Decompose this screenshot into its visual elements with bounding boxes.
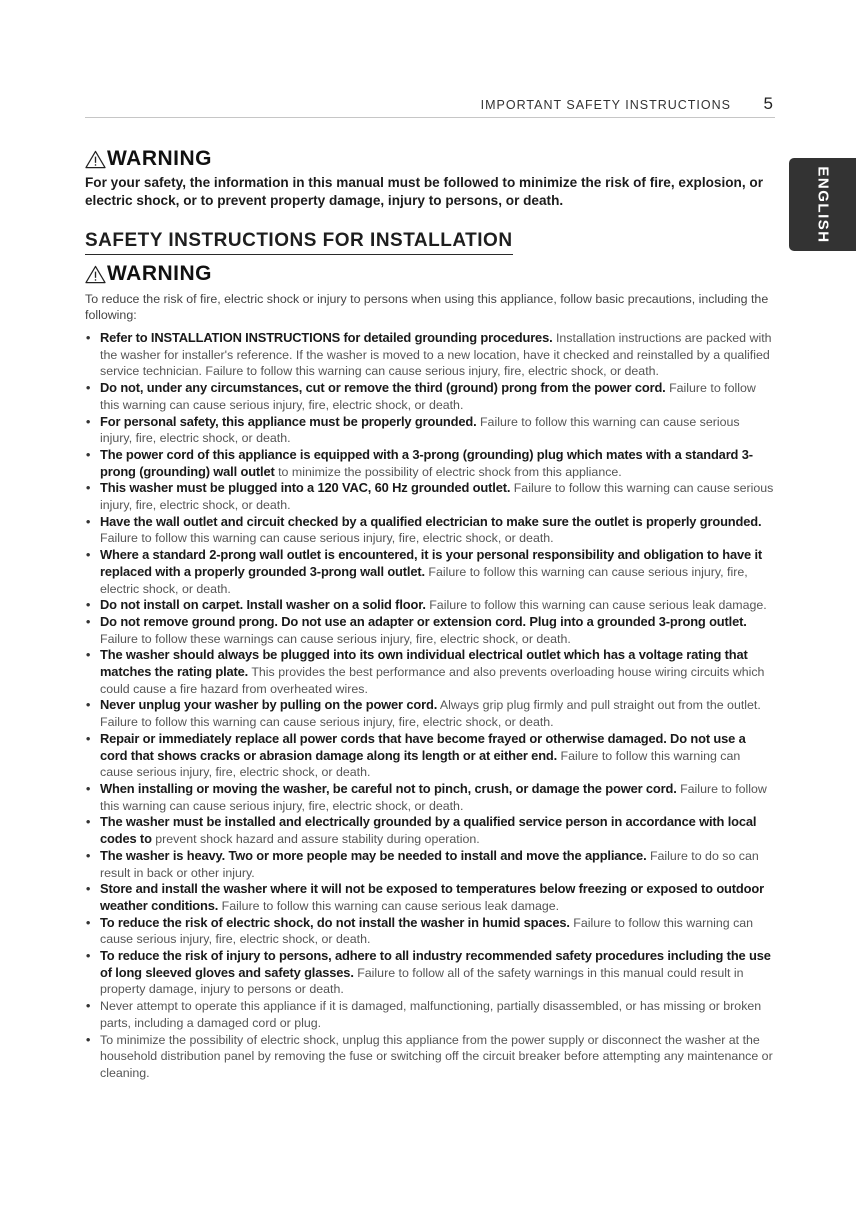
list-item-bold: Do not remove ground prong. Do not use an adapter or extension cord. Plug into a grounded 3-prong outlet. [100, 613, 747, 629]
list-item-bold: Where a standard 2-prong wall outlet is encountered, it is your personal responsibility and obligation to have it replaced with a properly grounded 3-prong wall outlet. [100, 547, 763, 579]
list-item-text: to minimize the possibility of electric shock from this appliance. [274, 464, 622, 479]
bullet-icon: • [86, 598, 91, 613]
list-item [85, 697, 775, 730]
list-item-bold: The washer is heavy. Two or more people may be needed to install and move the appliance. [100, 847, 647, 863]
warning-heading [85, 146, 775, 172]
list-item-bold: Never unplug your washer by pulling on the power cord. [100, 697, 438, 713]
list-item-bold: Store and install the washer where it will not be exposed to temperatures below freezing or exposed to outdoor weather conditions. [100, 881, 764, 913]
list-item-text: Failure to follow this warning can cause serious injury, fire, electric shock, or death. [100, 481, 774, 513]
bullet-icon: • [86, 949, 91, 964]
bullet-icon: • [86, 848, 91, 863]
list-item-bold: For personal safety, this appliance must be properly grounded. [100, 413, 477, 429]
list-item-bold: Refer to INSTALLATION INSTRUCTIONS for detailed grounding procedures. [100, 330, 553, 345]
bullet-icon: • [86, 481, 91, 496]
list-item-text: Installation instructions are packed with the washer for installer's reference. If the washer is moved to a new location, have it checked and reinstalled by a qualified service technician. Failure to follow this warning can cause serious injury, fire, electric shock, or death. [100, 331, 772, 379]
warning-triangle-icon [85, 150, 106, 169]
list-item-text: Failure to follow this warning can cause serious injury, fire, electric shock, or death. [100, 531, 554, 546]
list-item-text: Failure to follow this warning can cause serious injury, fire, electric shock, or death. [100, 414, 740, 446]
bullet-icon: • [86, 381, 91, 396]
bullet-icon: • [86, 781, 91, 796]
list-item-text: Failure to follow this warning can cause serious leak damage. [425, 598, 767, 613]
list-item [85, 998, 775, 1031]
list-item [85, 881, 775, 914]
list-item-text: Failure to follow this warning can cause serious injury, fire, electric shock, or death. [100, 915, 754, 947]
header-divider [85, 117, 775, 118]
list-item [85, 647, 775, 697]
list-item-text: Failure to follow this warning can cause serious injury, fire, electric shock, or death. [100, 781, 767, 813]
bullet-icon: • [86, 447, 91, 462]
list-item-text: Never attempt to operate this appliance if it is damaged, malfunctioning, partially disassembled, or has missing or broken parts, including a damaged cord or plug. [100, 999, 762, 1030]
list-item-text: Failure to follow this warning can cause serious injury, fire, electric shock, or death. [100, 564, 748, 596]
warning-heading-text: WARNING [107, 147, 212, 170]
list-item-text: prevent shock hazard and assure stability during operation. [151, 832, 480, 847]
list-item [85, 948, 775, 998]
list-item-bold: When installing or moving the washer, be careful not to pinch, crush, or damage the power cord. [100, 780, 677, 796]
list-item-bold: Repair or immediately replace all power cords that have become frayed or otherwise damaged. Do not use a cord that shows cracks or abrasion damage along its length or at either end. [100, 730, 746, 763]
warning-heading-installation [85, 261, 775, 287]
list-item-bold: Have the wall outlet and circuit checked by a qualified electrician to make sure the outlet is properly grounded. [100, 513, 762, 529]
list-item-text: Failure to follow all of the safety warnings in this manual could result in property damage, injury to persons or death. [100, 965, 744, 997]
list-item-bold: To reduce the risk of electric shock, do not install the washer in humid spaces. [100, 914, 570, 930]
bullet-icon: • [86, 882, 91, 897]
warning-text: For your safety, the information in this manual must be followed to minimize the risk of fire, explosion, or electric shock, or to prevent property damage, injury to persons, or death. [85, 175, 764, 208]
list-item [85, 597, 775, 614]
list-item [85, 814, 775, 847]
bullet-icon: • [86, 731, 91, 746]
safety-list [85, 330, 775, 1082]
list-item [85, 447, 775, 480]
list-item-bold: Do not install on carpet. Install washer on a solid floor. [100, 597, 426, 613]
list-item [85, 330, 775, 380]
list-item-text: Failure to follow this warning can cause serious leak damage. [218, 898, 560, 913]
language-tab [789, 158, 856, 251]
list-item [85, 480, 775, 513]
list-item [85, 848, 775, 881]
bullet-icon: • [86, 614, 91, 629]
language-tab-label: ENGLISH [814, 165, 831, 244]
bullet-icon: • [86, 698, 91, 713]
list-item [85, 614, 775, 647]
list-item [85, 380, 775, 413]
page-number: 5 [763, 94, 773, 113]
header-title: IMPORTANT SAFETY INSTRUCTIONS [480, 98, 731, 112]
bullet-icon: • [86, 648, 91, 663]
list-item-text: Failure to follow this warning can cause serious injury, fire, electric shock, or death. [100, 381, 756, 412]
bullet-icon: • [86, 915, 91, 930]
list-item [85, 915, 775, 948]
list-item-text: To minimize the possibility of electric shock, unplug this appliance from the power supply or disconnect the washer at the household distribution panel by removing the fuse or switching off the circuit breaker before attempting any maintenance or cleaning. [100, 1032, 773, 1080]
list-item-text: Always grip plug firmly and pull straight out from the outlet. Failure to follow this warning can cause serious injury, fire, electric shock, or death. [100, 698, 761, 730]
bullet-icon: • [86, 1032, 91, 1047]
warning-intro: To reduce the risk of fire, electric shock or injury to persons when using this appliance, follow basic precautions, including the following: [85, 292, 769, 322]
bullet-icon: • [86, 999, 91, 1014]
list-item-text: Failure to do so can result in back or other injury. [100, 848, 759, 880]
list-item [85, 547, 775, 597]
section-title: SAFETY INSTRUCTIONS FOR INSTALLATION [85, 228, 513, 255]
list-item [85, 731, 775, 781]
list-item-bold: The washer should always be plugged into its own individual electrical outlet which has a voltage rating that matches the rating plate. [100, 647, 748, 680]
warning-triangle-icon [85, 265, 106, 284]
list-item [85, 514, 775, 547]
page-content [85, 146, 775, 1082]
list-item-bold: The washer must be installed and electrically grounded by a qualified service person in accordance with local codes to [100, 814, 757, 847]
list-item-text: Failure to follow these warnings can cause serious injury, fire, electric shock, or death. [100, 631, 571, 646]
list-item-bold: The power cord of this appliance is equipped with a 3-prong (grounding) plug which mates with a standard 3-prong (grounding) wall outlet [100, 446, 753, 479]
list-item [85, 781, 775, 814]
bullet-icon: • [86, 331, 91, 345]
warning-heading-text: WARNING [107, 262, 212, 285]
list-item [85, 414, 775, 447]
list-item-text: This provides the best performance and also prevents overloading house wiring circuits which could cause a fire hazard from overheated wires. [100, 665, 765, 696]
list-item-bold: This washer must be plugged into a 120 VAC, 60 Hz grounded outlet. [100, 480, 511, 496]
list-item [85, 1032, 775, 1082]
list-item-bold: To reduce the risk of injury to persons, adhere to all industry recommended safety procedures including the use of long sleeved gloves and safety glasses. [100, 948, 771, 980]
list-item-text: Failure to follow this warning can cause serious injury, fire, electric shock, or death. [100, 748, 741, 780]
bullet-icon: • [86, 815, 91, 830]
list-item-bold: Do not, under any circumstances, cut or remove the third (ground) prong from the power cord. [100, 380, 666, 396]
bullet-icon: • [86, 414, 91, 429]
bullet-icon: • [86, 548, 91, 563]
bullet-icon: • [86, 514, 91, 529]
